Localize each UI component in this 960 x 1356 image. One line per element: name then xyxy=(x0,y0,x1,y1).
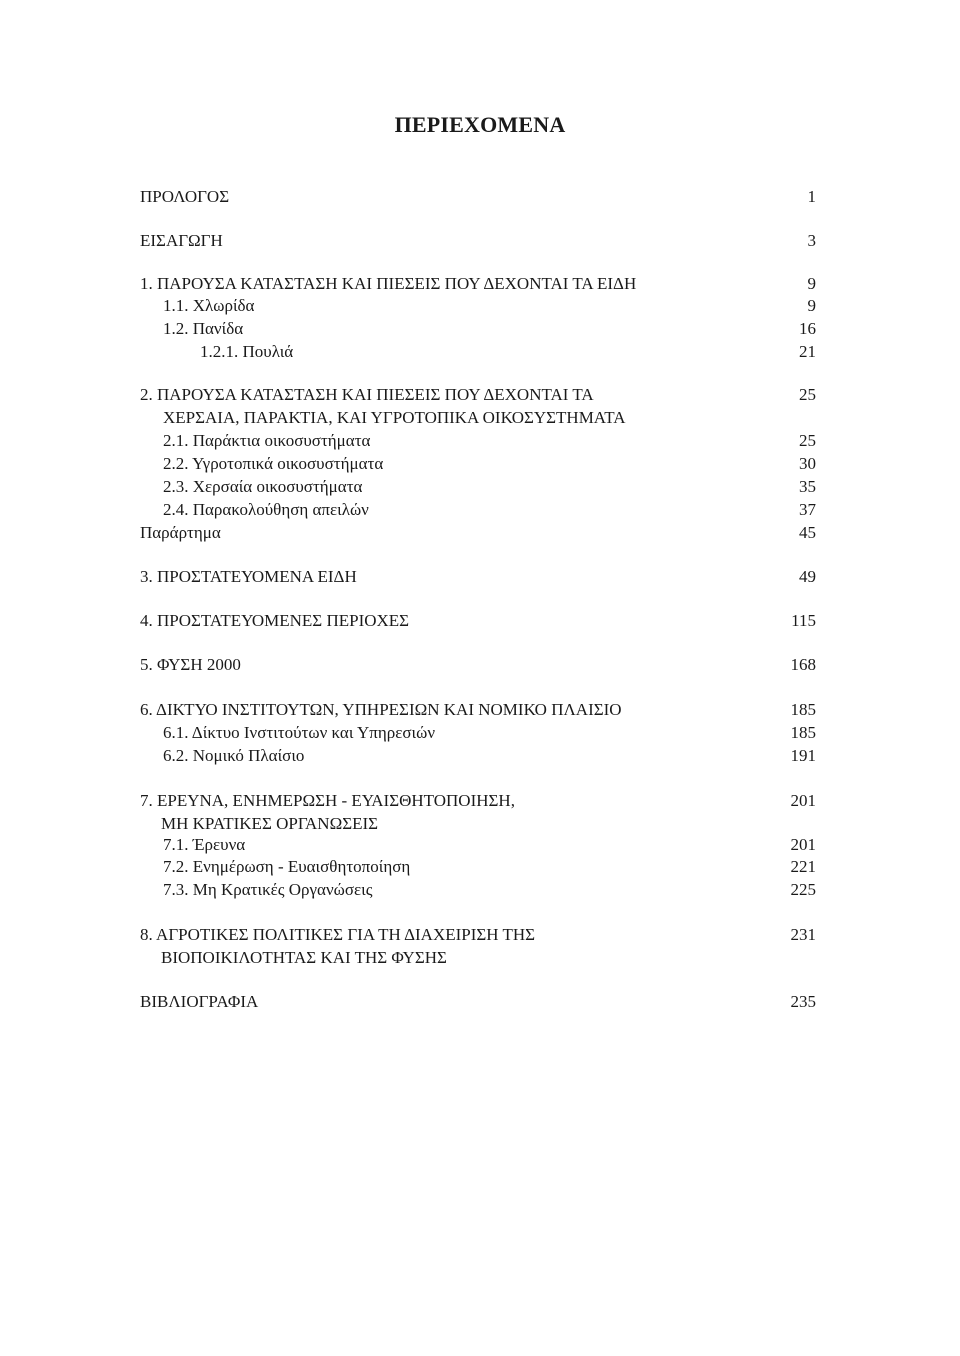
toc-label: Παράρτημα xyxy=(140,523,221,542)
toc-page-number: 3 xyxy=(807,231,816,250)
toc-entry-chapter-6 xyxy=(140,699,816,721)
toc-label: ΧΕΡΣΑΙΑ, ΠΑΡΑΚΤΙΑ, ΚΑΙ ΥΓΡΟΤΟΠΙΚΑ ΟΙΚΟΣΥΣΤΗΜΑΤΑ xyxy=(163,408,626,427)
toc-page-number: 201 xyxy=(790,835,816,854)
toc-label: 8. ΑΓΡΟΤΙΚΕΣ ΠΟΛΙΤΙΚΕΣ ΓΙΑ ΤΗ ΔΙΑΧΕΙΡΙΣΗ ΤΗΣ xyxy=(140,925,536,944)
toc-page-number: 1 xyxy=(807,187,816,206)
toc-page-number: 221 xyxy=(790,857,816,876)
toc-entry-section-7-2 xyxy=(140,856,816,878)
toc-entry-section-7-1 xyxy=(140,834,816,856)
toc-label: 5. ΦΥΣΗ 2000 xyxy=(140,655,241,674)
toc-page-number: 49 xyxy=(799,567,816,586)
toc-page-number: 225 xyxy=(790,880,816,899)
toc-page-number: 9 xyxy=(807,274,816,293)
toc-page-number: 185 xyxy=(790,723,816,742)
toc-entry-eisagogi xyxy=(140,230,816,252)
toc-page-number: 235 xyxy=(790,992,816,1011)
toc-entry-chapter-2 xyxy=(140,384,816,406)
toc-entry-section-1-1 xyxy=(140,295,816,317)
toc-page-number: 191 xyxy=(790,746,816,765)
toc-label: 7. ΕΡΕΥΝΑ, ΕΝΗΜΕΡΩΣΗ - ΕΥΑΙΣΘΗΤΟΠΟΙΗΣΗ, xyxy=(140,791,515,810)
toc-entry-bibliography xyxy=(140,991,816,1013)
toc-page-number: 30 xyxy=(799,454,816,473)
toc-entry-chapter-5 xyxy=(140,654,816,676)
toc-entry-chapter-8-continued xyxy=(140,947,816,969)
toc-label: 7.2. Ενημέρωση - Ευαισθητοποίηση xyxy=(163,857,411,876)
toc-label: 1.2.1. Πουλιά xyxy=(200,342,294,361)
toc-label: 7.3. Μη Κρατικές Οργανώσεις xyxy=(163,880,373,899)
toc-page-number: 21 xyxy=(799,342,816,361)
toc-page-number: 25 xyxy=(799,385,816,404)
toc-page-number: 37 xyxy=(799,500,816,519)
toc-entry-section-2-1 xyxy=(140,430,816,452)
toc-entry-section-7-3 xyxy=(140,879,816,901)
toc-label: 7.1. Έρευνα xyxy=(163,835,246,854)
toc-page-number: 35 xyxy=(799,477,816,496)
toc-entry-section-6-1 xyxy=(140,722,816,744)
toc-entry-chapter-8 xyxy=(140,924,816,946)
toc-entry-chapter-7 xyxy=(140,790,816,812)
toc-label: 6.2. Νομικό Πλαίσιο xyxy=(163,746,305,765)
toc-label: 2.2. Υγροτοπικά οικοσυστήματα xyxy=(163,454,384,473)
toc-entry-chapter-1 xyxy=(140,273,816,295)
toc-page-number: 115 xyxy=(791,611,816,630)
toc-label: ΕΙΣΑΓΩΓΗ xyxy=(140,231,223,250)
toc-label: 2.4. Παρακολούθηση απειλών xyxy=(163,500,369,519)
toc-label: ΒΙΟΠΟΙΚΙΛΟΤΗΤΑΣ ΚΑΙ ΤΗΣ ΦΥΣΗΣ xyxy=(161,948,447,967)
toc-label: ΠΡΟΛΟΓΟΣ xyxy=(140,187,230,206)
toc-entry-appendix xyxy=(140,522,816,544)
toc-entry-section-2-4 xyxy=(140,499,816,521)
toc-entry-section-1-2-1 xyxy=(140,341,816,363)
toc-entry-prologos xyxy=(140,186,816,208)
toc-page-number: 231 xyxy=(790,925,816,944)
toc-label: 2.3. Χερσαία οικοσυστήματα xyxy=(163,477,363,496)
toc-label: ΜΗ ΚΡΑΤΙΚΕΣ ΟΡΓΑΝΩΣΕΙΣ xyxy=(161,814,379,833)
toc-label: 3. ΠΡΟΣΤΑΤΕΥΟΜΕΝΑ ΕΙΔΗ xyxy=(140,567,357,586)
toc-entry-chapter-4 xyxy=(140,610,816,632)
toc-page-number: 16 xyxy=(799,319,816,338)
toc-entry-chapter-7-continued xyxy=(140,813,816,835)
toc-entry-chapter-2-continued xyxy=(140,407,816,429)
toc-page-number: 25 xyxy=(799,431,816,450)
toc-entry-section-2-2 xyxy=(140,453,816,475)
page-title: ΠΕΡΙΕΧΟΜΕΝΑ xyxy=(394,112,566,137)
toc-entry-section-2-3 xyxy=(140,476,816,498)
toc-page-number: 201 xyxy=(790,791,816,810)
toc-entry-section-6-2 xyxy=(140,745,816,767)
toc-label: 1.2. Πανίδα xyxy=(163,319,244,338)
toc-page-number: 168 xyxy=(790,655,816,674)
toc-page-number: 45 xyxy=(799,523,816,542)
toc-entry-section-1-2 xyxy=(140,318,816,340)
toc-label: 4. ΠΡΟΣΤΑΤΕΥΟΜΕΝΕΣ ΠΕΡΙΟΧΕΣ xyxy=(140,611,410,630)
toc-label: 1. ΠΑΡΟΥΣΑ ΚΑΤΑΣΤΑΣΗ ΚΑΙ ΠΙΕΣΕΙΣ ΠΟΥ ΔΕΧΟΝΤΑΙ ΤΑ ΕΙΔΗ xyxy=(140,274,637,293)
toc-label: 1.1. Χλωρίδα xyxy=(163,296,255,315)
toc-label: 2. ΠΑΡΟΥΣΑ ΚΑΤΑΣΤΑΣΗ ΚΑΙ ΠΙΕΣΕΙΣ ΠΟΥ ΔΕΧΟΝΤΑΙ ΤΑ xyxy=(140,385,594,404)
toc-page-number: 185 xyxy=(790,700,816,719)
toc-page-number: 9 xyxy=(807,296,816,315)
toc-label: 6.1. Δίκτυο Ινστιτούτων και Υπηρεσιών xyxy=(163,723,436,742)
toc-label: ΒΙΒΛΙΟΓΡΑΦΙΑ xyxy=(140,992,259,1011)
toc-label: 6. ΔΙΚΤΥΟ ΙΝΣΤΙΤΟΥΤΩΝ, ΥΠΗΡΕΣΙΩΝ ΚΑΙ ΝΟΜΙΚΟ ΠΛΑΙΣΙΟ xyxy=(140,700,622,719)
toc-entry-chapter-3 xyxy=(140,566,816,588)
toc-label: 2.1. Παράκτια οικοσυστήματα xyxy=(163,431,371,450)
